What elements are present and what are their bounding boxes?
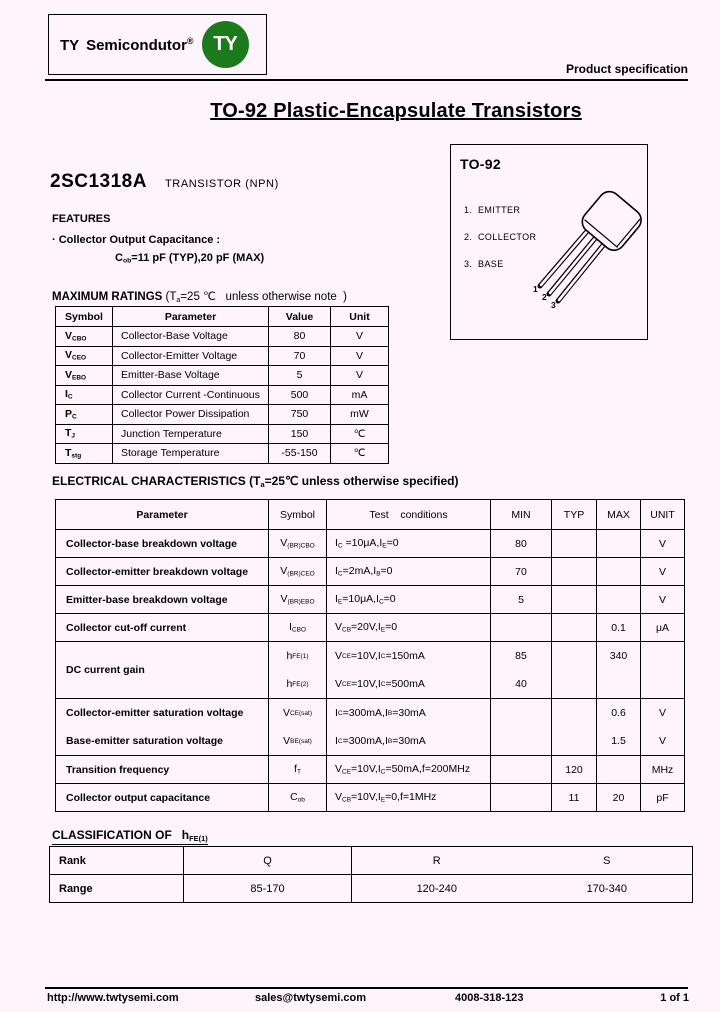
symbol-subcell: h FE(1): [286, 650, 309, 662]
symbol-subcell: h FE(2): [286, 678, 309, 690]
typ-cell: [552, 699, 597, 756]
typ-subcell: [552, 642, 596, 670]
pin-name: EMITTER: [478, 205, 521, 215]
footer-divider: [45, 987, 688, 989]
symbol-cell: $C_{ob}$: [269, 784, 327, 812]
table-row: [56, 385, 389, 405]
footer-email: sales@twtysemi.com: [255, 992, 366, 1004]
min-cell: 5: [491, 586, 552, 614]
symbol-cell: $V_{CEO}$: [56, 346, 113, 366]
parameter-subcell: Base-emitter saturation voltage: [66, 735, 223, 747]
part-line: [50, 171, 279, 193]
brand-text: TY Semicondutor: [60, 36, 187, 54]
max-ratings-heading-bold: MAXIMUM RATINGS: [52, 291, 166, 303]
footer-page-number: 1 of 1: [660, 992, 689, 1004]
table-header-row: [56, 307, 389, 327]
typ-subcell: [552, 670, 596, 698]
package-box: [450, 144, 648, 340]
max-ratings-heading: [52, 289, 347, 304]
symbol-cell: $I_C$: [56, 385, 113, 405]
symbol-cell: $f_T$: [269, 756, 327, 784]
symbol-cell: $V_{(BR)CBO}$: [269, 530, 327, 558]
conditions-cell: [327, 642, 491, 699]
min-cell: [491, 614, 552, 642]
range-s-cell: 170-340: [522, 875, 693, 903]
symbol-cell: $T_J$: [56, 424, 113, 444]
unit-subcell: V: [658, 735, 666, 747]
table-row: [56, 327, 389, 347]
value-cell: 5: [269, 366, 331, 386]
min-cell: 70: [491, 558, 552, 586]
pin-number: 1.: [464, 205, 473, 215]
footer: [0, 992, 720, 1010]
footer-phone: 4008-318-123: [455, 992, 524, 1004]
classification-table: [49, 846, 693, 903]
parameter-cell: Junction Temperature: [113, 424, 269, 444]
table-row: [56, 530, 685, 558]
lead-label-2: 2: [542, 292, 547, 302]
table-row: [56, 366, 389, 386]
conditions-cell: $V_{CB}=10V,I_E=0,f=1MHz$: [327, 784, 491, 812]
col-header-parameter: Parameter: [113, 307, 269, 327]
symbol-subcell: V BE(sat): [283, 735, 312, 747]
col-header-typ: TYP: [552, 500, 597, 530]
max-subcell: 1.5: [611, 735, 626, 747]
parameter-cell: Collector-base breakdown voltage: [56, 530, 269, 558]
symbol-cell: $V_{(BR)CEO}$: [269, 558, 327, 586]
unit-cell: MHz: [641, 756, 685, 784]
conditions-subcell: I C =300mA,I B =30mA: [335, 735, 426, 747]
typ-cell: [552, 558, 597, 586]
rank-s-cell: S: [522, 847, 693, 875]
max-cell: [597, 558, 641, 586]
min-cell: [491, 756, 552, 784]
typ-cell: [552, 642, 597, 699]
table-row: [56, 784, 685, 812]
table-header-row: [56, 500, 685, 530]
table-row: [56, 405, 389, 425]
footer-website: http://www.twtysemi.com: [47, 992, 179, 1004]
table-row: [56, 614, 685, 642]
electrical-heading: ELECTRICAL CHARACTERISTICS ($T_a=25℃$ unless otherwise specified): [52, 474, 459, 489]
max-subcell: 0.6: [611, 707, 626, 719]
unit-cell: V: [331, 366, 389, 386]
table-row: [56, 424, 389, 444]
conditions-subcell: I C =300mA,I B =30mA: [335, 707, 426, 719]
conditions-cell: $I_C=2mA,I_B=0$: [327, 558, 491, 586]
symbol-cell: $V_{EBO}$: [56, 366, 113, 386]
max-cell: [597, 530, 641, 558]
table-row: [50, 847, 693, 875]
symbol-subcell: V CE(sat): [282, 707, 313, 719]
col-header-unit: Unit: [331, 307, 389, 327]
min-cell: [491, 699, 552, 756]
unit-cell: [641, 699, 685, 756]
features-heading: FEATURES: [52, 213, 111, 225]
typ-cell: [552, 614, 597, 642]
max-cell: 20: [597, 784, 641, 812]
max-cell: 0.1: [597, 614, 641, 642]
unit-cell: V: [331, 327, 389, 347]
symbol-cell: $V_{(BR)EBO}$: [269, 586, 327, 614]
value-cell: 750: [269, 405, 331, 425]
max-cell: [597, 586, 641, 614]
lead-label-1: 1: [533, 284, 538, 294]
parameter-cell: Collector Power Dissipation: [113, 405, 269, 425]
typ-cell: [552, 530, 597, 558]
table-row: [56, 756, 685, 784]
parameter-cell: Transition frequency: [56, 756, 269, 784]
pin-number: 2.: [464, 232, 473, 242]
conditions-cell: $V_{CE}=10V,I_C=50mA,f=200MHz$: [327, 756, 491, 784]
symbol-cell: $T_{stg}$: [56, 444, 113, 464]
table-row: [56, 346, 389, 366]
value-cell: 80: [269, 327, 331, 347]
parameter-cell: Emitter-Base Voltage: [113, 366, 269, 386]
unit-cell: pF: [641, 784, 685, 812]
package-title: TO-92: [460, 156, 501, 172]
parameter-cell: Collector Current -Continuous: [113, 385, 269, 405]
parameter-cell: Collector-emitter breakdown voltage: [56, 558, 269, 586]
part-type: TRANSISTOR (NPN): [164, 178, 279, 190]
range-q-cell: 85-170: [184, 875, 352, 903]
typ-subcell: [552, 699, 596, 727]
parameter-cell: Storage Temperature: [113, 444, 269, 464]
max-cell: [597, 642, 641, 699]
col-header-max: MAX: [597, 500, 641, 530]
symbol-cell: [269, 642, 327, 699]
conditions-cell: [327, 699, 491, 756]
classification-heading: CLASSIFICATION OF $h_{FE(1)}$: [52, 828, 208, 843]
conditions-cell: $I_C =10\mu A,I_E=0$: [327, 530, 491, 558]
min-subcell: 85: [515, 650, 527, 662]
unit-cell: μA: [641, 614, 685, 642]
typ-cell: 11: [552, 784, 597, 812]
features-detail: $C_{ob}=11$ pF (TYP),20 pF (MAX): [115, 252, 265, 265]
unit-cell: ℃: [331, 424, 389, 444]
unit-cell: V: [641, 558, 685, 586]
electrical-characteristics-table: [55, 499, 685, 812]
typ-cell: 120: [552, 756, 597, 784]
parameter-subcell: Collector-emitter saturation voltage: [66, 707, 244, 719]
col-header-symbol: Symbol: [56, 307, 113, 327]
table-row: [50, 875, 693, 903]
pin-number: 3.: [464, 259, 473, 269]
col-header-min: MIN: [491, 500, 552, 530]
range-r-cell: 120-240: [352, 875, 522, 903]
header-divider: [45, 79, 688, 81]
typ-cell: [552, 586, 597, 614]
value-cell: 150: [269, 424, 331, 444]
col-header-symbol: Symbol: [269, 500, 327, 530]
parameter-cell: Collector cut-off current: [56, 614, 269, 642]
symbol-cell: $I_{CBO}$: [269, 614, 327, 642]
max-subcell: [597, 670, 640, 698]
rank-q-cell: Q: [184, 847, 352, 875]
col-header-parameter: Parameter: [56, 500, 269, 530]
col-header-conditions: Test conditions: [327, 500, 491, 530]
unit-cell: V: [331, 346, 389, 366]
parameter-cell: Collector-Emitter Voltage: [113, 346, 269, 366]
min-cell: 80: [491, 530, 552, 558]
unit-cell: V: [641, 586, 685, 614]
to92-package-drawing-icon: [525, 185, 647, 325]
unit-cell: mW: [331, 405, 389, 425]
logo: [48, 14, 267, 75]
parameter-cell: DC current gain: [56, 642, 269, 699]
max-cell: [597, 756, 641, 784]
unit-cell: [641, 642, 685, 699]
parameter-cell: Collector output capacitance: [56, 784, 269, 812]
table-row: [56, 558, 685, 586]
parameter-cell: Collector-Base Voltage: [113, 327, 269, 347]
table-row: [56, 444, 389, 464]
part-number: 2SC1318A: [50, 171, 147, 192]
max-ratings-heading-cond: ($T_a=25$ ℃ unless otherwise note ): [165, 291, 347, 304]
brand-name: [49, 36, 194, 54]
table-row: [56, 586, 685, 614]
lead-label-3: 3: [551, 300, 556, 310]
conditions-subcell: V CE =10V,I C =150mA: [335, 650, 425, 662]
rank-r-cell: R: [352, 847, 522, 875]
conditions-cell: $V_{CB}=20V,I_E=0$: [327, 614, 491, 642]
parameter-cell: [56, 699, 269, 756]
conditions-cell: $I_E=10\mu A,I_C=0$: [327, 586, 491, 614]
maximum-ratings-table: [55, 306, 389, 464]
range-label-cell: Range: [50, 875, 184, 903]
symbol-cell: $P_C$: [56, 405, 113, 425]
unit-cell: V: [641, 530, 685, 558]
typ-subcell: [552, 727, 596, 755]
rank-label-cell: Rank: [50, 847, 184, 875]
parameter-cell: Emitter-base breakdown voltage: [56, 586, 269, 614]
col-header-value: Value: [269, 307, 331, 327]
min-cell: [491, 784, 552, 812]
pin-name: BASE: [478, 259, 504, 269]
pin-name: COLLECTOR: [478, 232, 537, 242]
doc-type-label: Product specification: [565, 62, 688, 76]
min-subcell: [491, 699, 551, 727]
min-subcell: 40: [515, 678, 527, 690]
table-group-row-saturation: [56, 699, 685, 756]
registered-mark-icon: ®: [186, 35, 194, 46]
conditions-subcell: V CE =10V,I C =500mA: [335, 678, 425, 690]
max-subcell: 340: [609, 650, 628, 662]
min-subcell: [491, 727, 551, 755]
col-header-unit: UNIT: [641, 500, 685, 530]
unit-cell: mA: [331, 385, 389, 405]
ty-badge-icon: TY: [202, 21, 249, 68]
value-cell: -55-150: [269, 444, 331, 464]
value-cell: 70: [269, 346, 331, 366]
page-title: TO-92 Plastic-Encapsulate Transistors: [210, 100, 582, 122]
symbol-cell: $V_{CBO}$: [56, 327, 113, 347]
unit-cell: ℃: [331, 444, 389, 464]
min-cell: [491, 642, 552, 699]
max-cell: [597, 699, 641, 756]
symbol-cell: [269, 699, 327, 756]
unit-subcell: V: [658, 707, 666, 719]
value-cell: 500: [269, 385, 331, 405]
features-item: · Collector Output Capacitance :: [52, 234, 221, 246]
table-group-row-dc-gain: [56, 642, 685, 699]
